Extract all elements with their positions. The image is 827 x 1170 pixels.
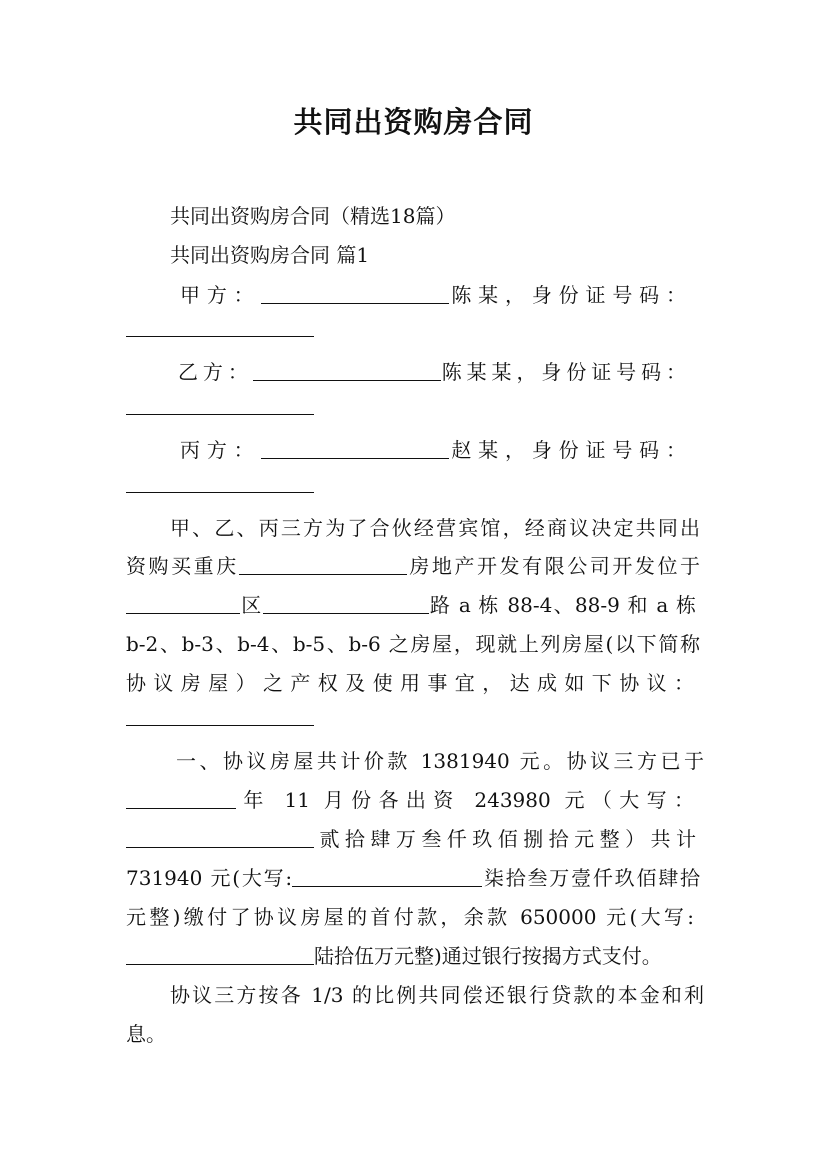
para1-line3-b: 路 a 栋 88-4、88-9 和 a 栋 [428,593,696,617]
party-a-name: 陈某，身份证号码： [448,283,690,307]
para3-line1: 协议三方按各 1/3 的比例共同偿还银行贷款的本金和利 [170,983,704,1007]
document-title: 共同出资购房合同 [293,105,534,139]
party-b-label: 乙方： [178,360,253,384]
section-heading: 共同出资购房合同 篇1 [170,243,370,267]
para1-line4: b-2、b-3、b-4、b-5、b-6 之房屋，现就上列房屋(以下简称 [126,632,700,656]
year-blank [126,790,236,809]
para1-line2 [126,550,700,579]
party-b-blank [253,362,441,381]
party-b-id-line [126,394,706,418]
party-c-id-line [126,472,706,496]
party-a-id-line [126,316,706,340]
para1-line1: 甲、乙、丙三方为了合伙经营宾馆，经商议决定共同出 [170,516,700,540]
para2-line3 [126,823,696,852]
para1-blank-line [126,705,706,729]
amount-words-blank-1 [126,829,314,848]
para2-line6-text: 陆拾伍万元整)通过银行按揭方式支付。 [314,944,662,968]
para1-line3 [126,589,696,618]
para1-line3-a: 区 [240,593,263,617]
para1-blank [126,707,314,726]
party-b-line [178,356,690,385]
para2-line6 [126,940,716,969]
para2-line4-a: 731940 元(大写: [126,866,293,890]
party-c-label: 丙方： [180,438,261,462]
para2-line1: 一、协议房屋共计价款 1381940 元。协议三方已于 [176,749,704,773]
amount-words-blank-3 [126,946,314,965]
para2-line2 [126,784,694,813]
para3-line2: 息。 [126,1022,166,1046]
party-a-blank [261,285,449,304]
party-c-line [180,434,690,463]
developer-blank [239,556,407,575]
party-a-id-blank [126,318,314,337]
party-b-name: 陈某某，身份证号码： [440,360,691,384]
party-c-name: 赵某，身份证号码： [448,438,690,462]
party-a-line [180,279,690,308]
party-a-label: 甲方： [180,283,261,307]
para1-line2-b: 房地产开发有限公司开发位于 [406,554,701,578]
para2-line5: 元整)缴付了协议房屋的首付款，余款 650000 元(大写: [126,905,694,929]
road-blank [263,595,429,614]
intro-line: 共同出资购房合同（精选18篇） [170,204,456,228]
party-b-id-blank [126,396,314,415]
para2-line3-text: 贰拾肆万叁仟玖佰捌拾元整）共计 [314,827,696,851]
para2-line4-b: 柒拾叁万壹仟玖佰肆拾 [482,866,701,890]
district-blank [126,595,240,614]
party-c-id-blank [126,474,314,493]
para1-line5: 协议房屋）之产权及使用事宜，达成如下协议： [126,671,694,695]
para1-line2-a: 资购买重庆 [126,554,239,578]
para2-line4 [126,862,700,891]
para2-line2-text: 年 11 月份各出资 243980 元（大写： [236,788,694,812]
party-c-blank [261,440,449,459]
amount-words-blank-2 [292,868,482,887]
